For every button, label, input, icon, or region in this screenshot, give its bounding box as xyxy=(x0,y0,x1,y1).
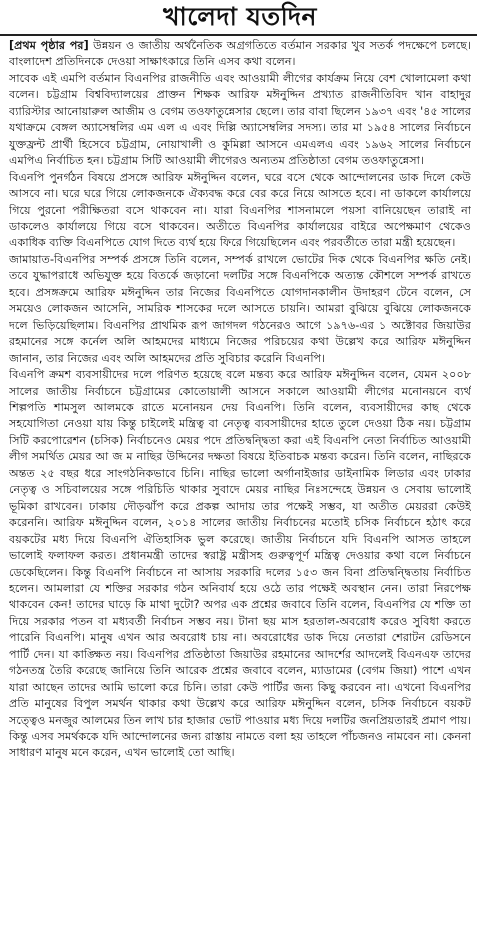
article-paragraph-1 xyxy=(9,38,471,71)
article-paragraph-2: সাবেক এই এমপি বর্তমান বিএনপির রাজনীতি এবং আওয়ামী লীগের কার্যক্রম নিয়ে বেশ খোলামেলা কথা বলেন। চট্টগ্রাম বিশ্ববিদ্যালয়ের প্রাক্তন শিক্ষক আরিফ মঈনুদ্দিন প্রখ্যাত রাজনীতিবিদ খান বাহাদুর ব্যারিস্টার আনোয়ারুল আজীম ও বেগম তওফাতুন্নেসার ছেলে। তার বাবা ছিলেন ১৯৩৭ এবং '৪৫ সালের যথাক্রমে বেঙ্গল অ্যাসেম্বলির এম এল এ এবং দিল্লি অ্যাসেম্বলির সদস্য। তার মা ১৯৫৪ সালের নির্বাচনে যুক্তফ্রন্ট প্রার্থী হিসেবে চট্টগ্রাম, নোয়াখালী ও কুমিল্লা আসনে এমএলএ এবং ১৯৬২ সালের নির্বাচনে এমপিএ নির্বাচিত হন। চট্টগ্রাম সিটি আওয়ামী লীগেরও অন্যতম প্রতিষ্ঠাতা বেগম তওফাতুন্নেসা। xyxy=(9,71,471,168)
headline-divider xyxy=(0,34,477,36)
article-paragraph-4: জামায়াত-বিএনপির সম্পর্ক প্রসঙ্গে তিনি বলেন, সম্পর্ক রাখলে ভোটের দিক থেকে বিএনপির ক্ষতি নেই। তবে যুদ্ধাপরাধে অভিযুক্ত হয়ে বিতর্কে জড়ানো দলটির সঙ্গে বিএনপিকে অত্যন্ত কৌশলে সম্পর্ক রাখতে হবে। প্রসঙ্গক্রমে আরিফ মঈনুদ্দিন তার নিজের বিএনপিতে যোগদানকালীন উদাহরণ টেনে বলেন, সে সময়েও লোকজন আসেনি, সামরিক শাসকের দলে আসতে চায়নি। আমরা বুঝিয়ে বুঝিয়ে লোকজনকে দলে ভিড়িয়েছিলাম। বিএনপির প্রাথমিক রূপ জাগদল গঠনেরও আগে ১৯৭৬-এর ১ অক্টোবর জিয়াউর রহমানের সঙ্গে কর্নেল অলি আহমদের মাধ্যমে নিজের পরিচয়ের কথা উল্লেখ করে আরিফ মঈনুদ্দিন জানান, তার নিজের এবং অলি আহমদের প্রতি সুবিচার করেনি বিএনপি। xyxy=(9,252,471,365)
paragraph-text: উন্নয়ন ও জাতীয় অর্থনৈতিক অগ্রগতিতে বর্তমান সরকার খুব সতর্ক পদক্ষেপে চলছে। বাংলাদেশ প্রতিদিনকে দেওয়া সাক্ষাৎকারে তিনি এসব কথা বলেন। xyxy=(9,39,471,69)
article-body xyxy=(9,38,471,934)
headline: খালেদা যতদিন xyxy=(163,2,317,31)
article-paragraph-3: বিএনপি পুনর্গঠন বিষয়ে প্রসঙ্গে আরিফ মঈনুদ্দিন বলেন, ঘরে বসে থেকে আন্দোলনের ডাক দিলে কেউ আসবে না। ঘরে ঘরে গিয়ে লোকজনকে ঐক্যবদ্ধ করে বের করে নিয়ে আসতে হবে। না ডাকলে কার্যালয়ে গিয়ে পুরনো পরীক্ষিতরা বসে থাকবেন না। যারা বিএনপির শাসনামলে পয়সা বানিয়েছেন তারাই না ডাকলেও কার্যালয়ে গিয়ে বসে থাকবেন। অতীতে বিএনপির কার্যালয়ের বাইরে অপেক্ষমাণ থেকেও একাধিক ব্যক্তি বিএনপিতে যোগ দিতে ব্যর্থ হয়ে ফিরে গিয়েছিলেন এবং পরবর্তীতে তারা মন্ত্রী হয়েছেন। xyxy=(9,170,471,250)
continuation-tag: [প্রথম পৃষ্ঠার পর] xyxy=(9,39,89,52)
article-paragraph-5: বিএনপি ক্রমশ ব্যবসায়ীদের দলে পরিণত হয়েছে বলে মন্তব্য করে আরিফ মঈনুদ্দিন বলেন, যেমন ২০০৮ সালের জাতীয় নির্বাচনে চট্টগ্রামের কোতোয়ালী আসনে সকালে আওয়ামী লীগের মনোনয়নে ব্যর্থ শিল্পপতি শামসুল আলমকে রাতে মনোনয়ন দেয় বিএনপি। তিনি বলেন, ব্যবসায়ীদের কাছ থেকে সহযোগিতা নেওয়া যায় কিন্তু চাইলেই মন্ত্রিত্ব বা নেতৃত্ব ব্যবসায়ীদের হাতে তুলে দেওয়া ঠিক নয়। চট্টগ্রাম সিটি করপোরেশন (চসিক) নির্বাচনেও মেয়র পদে প্রতিদ্বন্দ্বিতা করা এই বিএনপি নেতা নির্বাচিত আওয়ামী লীগ সমর্থিত মেয়র আ জ ম নাছির উদ্দিনের দক্ষতা বিষয়ে ইতিবাচক মন্তব্য করেন। তিনি বলেন, নাছিরকে অন্তত ২৫ বছর ধরে সাংগঠনিকভাবে চিনি। নাছির ভালো অর্গানাইজার ডাইনামিক লিডার এবং ঢাকার নেতৃত্ব ও সচিবালয়ের সঙ্গে পরিচিতি থাকার সুবাদে মেয়র নাছির নিঃসন্দেহে উন্নয়ন ও সেবায় ভালোই ভূমিকা রাখবেন। ঢাকায় দৌড়ঝাঁপ করে প্রকল্প আদায় তার পক্ষেই সম্ভব, যা অতীত মেয়ররা কেউই করেননি। আরিফ মঈনুদ্দিন বলেন, ২০১৪ সালের জাতীয় নির্বাচনের মতোই চসিক নির্বাচনে হঠাৎ করে বয়কটের মধ্য দিয়ে বিএনপি ঐতিহাসিক ভুল করেছে। জাতীয় নির্বাচনে যদি বিএনপি আসত তাহলে ভালোই ফলাফল করত। প্রধানমন্ত্রী তাদের স্বরাষ্ট্র মন্ত্রীসহ গুরুত্বপূর্ণ মন্ত্রিত্ব দেওয়ার কথা বলে নির্বাচনে ডেকেছিলেন। কিন্তু বিএনপি নির্বাচনে না আসায় সরকারি দলের ১৫৩ জন বিনা প্রতিদ্বন্দ্বিতায় নির্বাচিত হলেন। আমলারা যে শক্তির সরকার গঠন অনিবার্য হয়ে ওঠে তার পক্ষেই অবস্থান নেন। তারা নিরপেক্ষ থাকবেন কেন! তাদের ঘাড়ে কি মাথা দুটো? অপর এক প্রশ্নের জবাবে তিনি বলেন, বিএনপির যে শক্তি তা দিয়ে সরকার পতন বা মধ্যবর্তী নির্বাচন সম্ভব নয়। টানা ছয় মাস হরতাল-অবরোধ করেও সুবিধা করতে পারেনি বিএনপি। মানুষ এখন আর অবরোধ চায় না। অবরোধের ডাক দিয়ে নেতারা শেরাটন রেডিসনে পার্টি দেন। যা কাঙ্ক্ষিত নয়। বিএনপির প্রতিষ্ঠাতা জিয়াউর রহমানের আদর্শের আদলেই বিএনএফ তাদের গঠনতন্ত্র তৈরি করেছে জানিয়ে তিনি আরেক প্রশ্নের জবাবে বলেন, ম্যাডামের (বেগম জিয়া) পাশে এখন যারা আছেন তাদের আমি ভালো করে চিনি। তারা কেউ পার্টির জন্য কিছু করবেন না। এখনো বিএনপির প্রতি মানুষের বিপুল সমর্থন থাকার কথা উল্লেখ করে আরিফ মঈনুদ্দিন বলেন, চসিক নির্বাচনে বয়কট সত্ত্বেও মনজুর আলমের তিন লাখ চার হাজার ভোট পাওয়ার মধ্য দিয়ে দলটির জনপ্রিয়তারই প্রমাণ পায়। কিন্তু এসব সমর্থককে যদি আন্দোলনের জন্য রাস্তায় নামতে বলা হয় তাহলে পাঁচজনও নামবেন না। কেননা সাধারণ মানুষ মনে করেন, এখন ভালোই তো আছি। xyxy=(9,368,471,760)
